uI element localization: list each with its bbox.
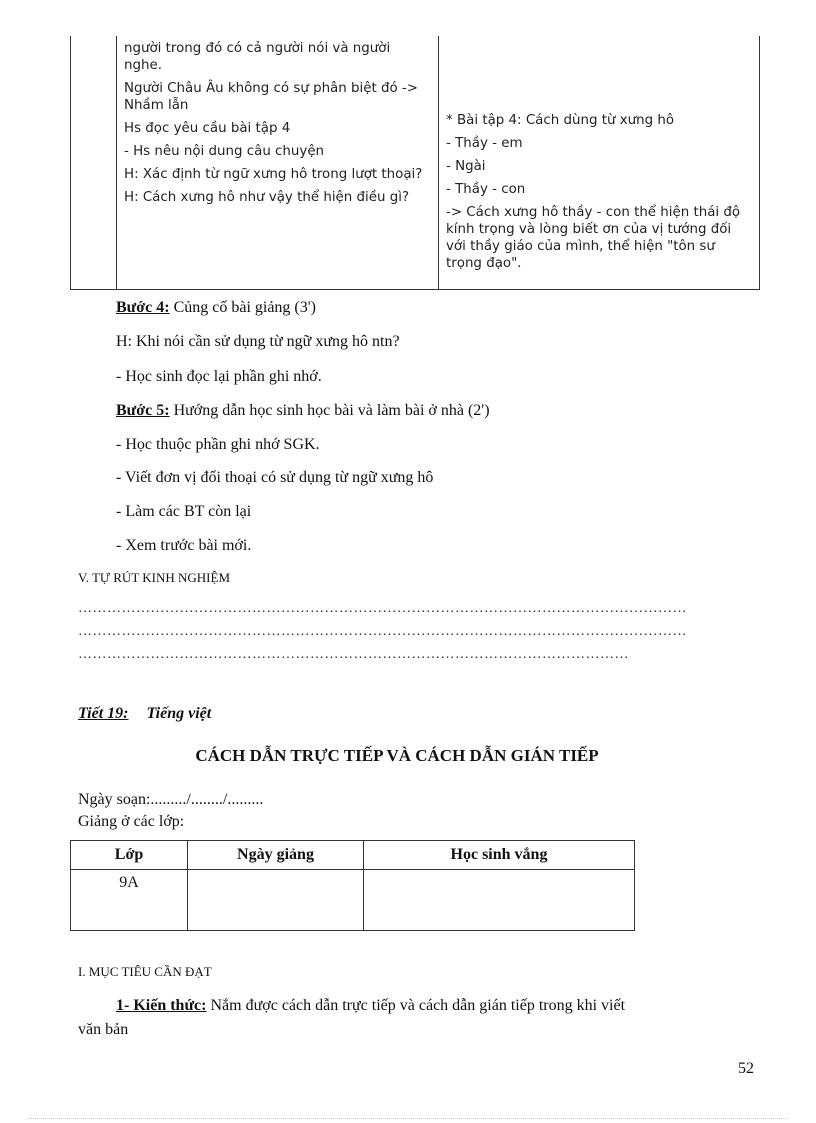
cell-date [188,870,364,931]
date-prepared: Ngày soạn:........./......../......... [78,791,264,808]
activity-line: người trong đó có cả người nói và người nghe. [124,41,391,73]
step4-label: Bước 4: [116,299,170,316]
step5-text: Hướng dẫn học sinh học bài và làm bài ở nhà (2') [169,402,490,419]
lesson-activity-table [70,36,760,290]
lesson-label: Tiết 19: [78,705,129,722]
step5-line: - Học thuộc phần ghi nhớ SGK. [116,436,320,453]
step5-label: Bước 5: [116,402,170,419]
activity-line: Hs đọc yêu cầu bài tập 4 [124,121,291,136]
table-header-row [71,841,635,870]
table-border-left [70,36,71,290]
table-row [71,870,635,931]
class-schedule-table [70,840,635,931]
knowledge-text: Nắm được cách dẫn trực tiếp và cách dẫn gián tiếp trong khi viết [206,997,626,1014]
step5-line: - Xem trước bài mới. [116,537,252,554]
activity-line: Người Châu Âu không có sự phân biệt đó -> Nhầm lẫn [124,81,418,113]
page-number: 52 [738,1060,754,1077]
table-border-col1 [116,36,117,290]
step5-line: - Viết đơn vị đối thoại có sử dụng từ ngữ xưng hô [116,469,434,486]
content-cell [446,112,752,278]
activity-line: H: Cách xưng hô như vậy thể hiện điều gì? [124,190,410,205]
step4-line: H: Khi nói cần sử dụng từ ngữ xưng hô ntn? [116,333,400,350]
knowledge-line2: văn bản [78,1021,129,1038]
content-line: -> Cách xưng hô thầy - con thể hiện thái độ kính trọng và lòng biết ơn của vị tướng đối với thầy giáo của mình, thể hiện "tôn sư trọng đạo". [446,205,741,271]
content-line: - Thầy - con [446,182,526,197]
header-absent: Học sinh vắng [364,841,635,870]
step4-text: Củng cố bài giảng (3') [169,299,316,316]
dotted-line: ……………………………………………………………………………………………………………… [78,601,687,616]
step4-heading [116,299,316,317]
cell-absent [364,870,635,931]
footer-divider [28,1118,788,1119]
knowledge-line [116,997,756,1015]
dotted-line: …………………………………………………………………………………………………… [78,647,629,662]
teacher-activity-cell [124,40,432,212]
dotted-line: ……………………………………………………………………………………………………………… [78,624,687,639]
cell-class: 9A [71,870,188,931]
step5-line: - Làm các BT còn lại [116,503,252,520]
header-class: Lớp [71,841,188,870]
step5-heading [116,402,490,420]
content-line: * Bài tập 4: Cách dùng từ xưng hô [446,113,675,128]
activity-line: H: Xác định từ ngữ xưng hô trong lượt thoại? [124,167,423,182]
table-border-col2 [438,36,439,290]
knowledge-label: 1- Kiến thức: [116,997,207,1014]
lesson-heading [78,705,211,723]
table-border-right [759,36,760,290]
step4-line: - Học sinh đọc lại phần ghi nhớ. [116,368,322,385]
classes-label: Giảng ở các lớp: [78,813,185,830]
content-line: - Ngài [446,159,486,174]
header-date: Ngày giảng [188,841,364,870]
activity-line: - Hs nêu nội dung câu chuyện [124,144,325,159]
section-i-heading: I. MỤC TIÊU CẦN ĐẠT [78,964,212,979]
lesson-subject: Tiếng việt [146,705,212,722]
section-v-heading: V. TỰ RÚT KINH NGHIỆM [78,570,231,585]
lesson-title: CÁCH DẪN TRỰC TIẾP VÀ CÁCH DẪN GIÁN TIẾP [195,746,599,765]
table-border-bottom [70,289,760,290]
content-line: - Thầy - em [446,136,523,151]
